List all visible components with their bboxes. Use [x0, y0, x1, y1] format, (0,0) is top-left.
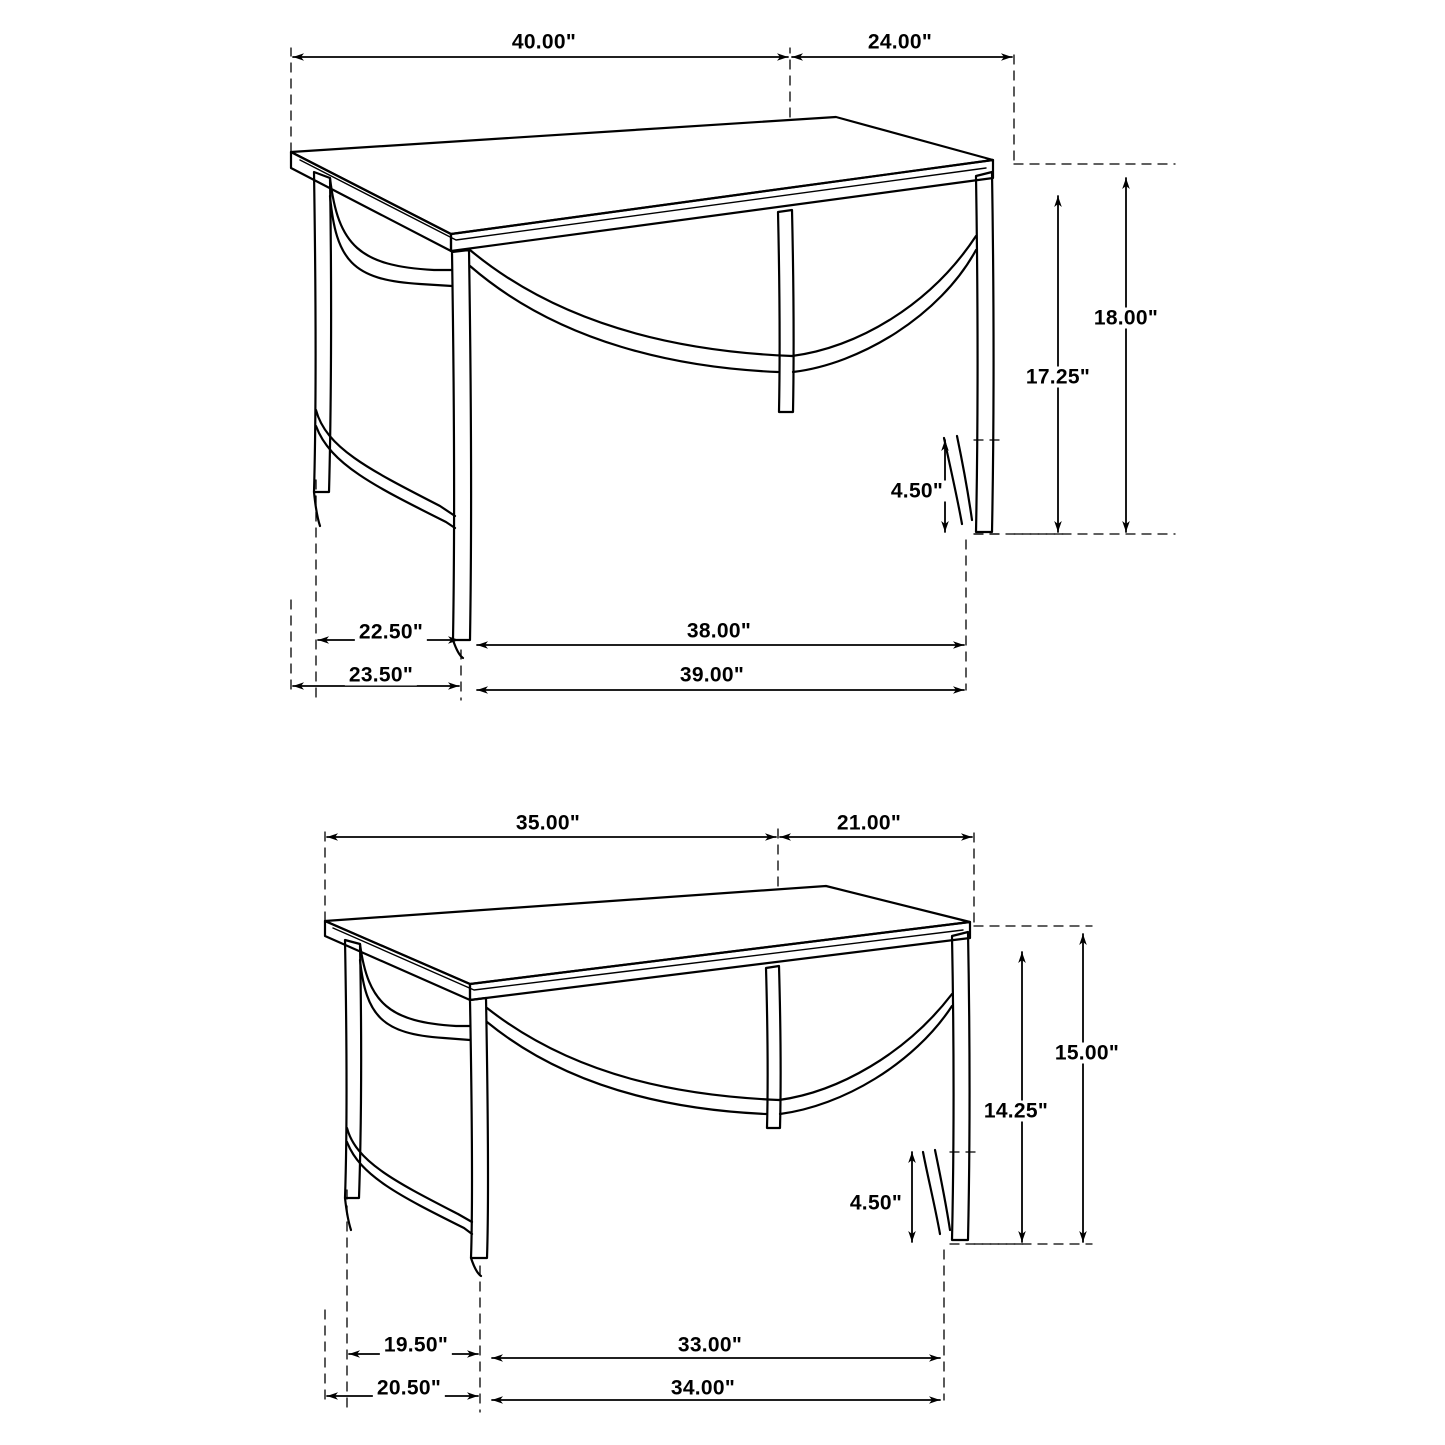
- dim-label-upper-base-depth-inner: 22.50": [355, 622, 427, 643]
- dim-label-lower-apron-height: 14.25": [980, 1101, 1052, 1122]
- dim-label-lower-base-depth-outer: 20.50": [373, 1378, 445, 1399]
- dim-label-lower-stretcher-height: 4.50": [846, 1193, 906, 1214]
- dim-label-lower-base-width-outer: 34.00": [667, 1378, 739, 1399]
- dim-label-lower-base-width-inner: 33.00": [674, 1335, 746, 1356]
- dim-label-lower-top-width: 35.00": [512, 813, 584, 834]
- dim-label-lower-top-depth: 21.00": [833, 813, 905, 834]
- dim-label-upper-base-width-outer: 39.00": [676, 665, 748, 686]
- dim-label-upper-base-depth-outer: 23.50": [345, 665, 417, 686]
- dim-label-upper-apron-height: 17.25": [1022, 367, 1094, 388]
- dim-label-upper-top-width: 40.00": [508, 32, 580, 53]
- dim-label-upper-stretcher-height: 4.50": [887, 481, 947, 502]
- dim-label-upper-base-width-inner: 38.00": [683, 621, 755, 642]
- dim-label-lower-base-depth-inner: 19.50": [380, 1335, 452, 1356]
- dim-label-upper-top-depth: 24.00": [864, 32, 936, 53]
- dim-label-lower-overall-height: 15.00": [1051, 1043, 1123, 1064]
- dim-label-upper-overall-height: 18.00": [1090, 308, 1162, 329]
